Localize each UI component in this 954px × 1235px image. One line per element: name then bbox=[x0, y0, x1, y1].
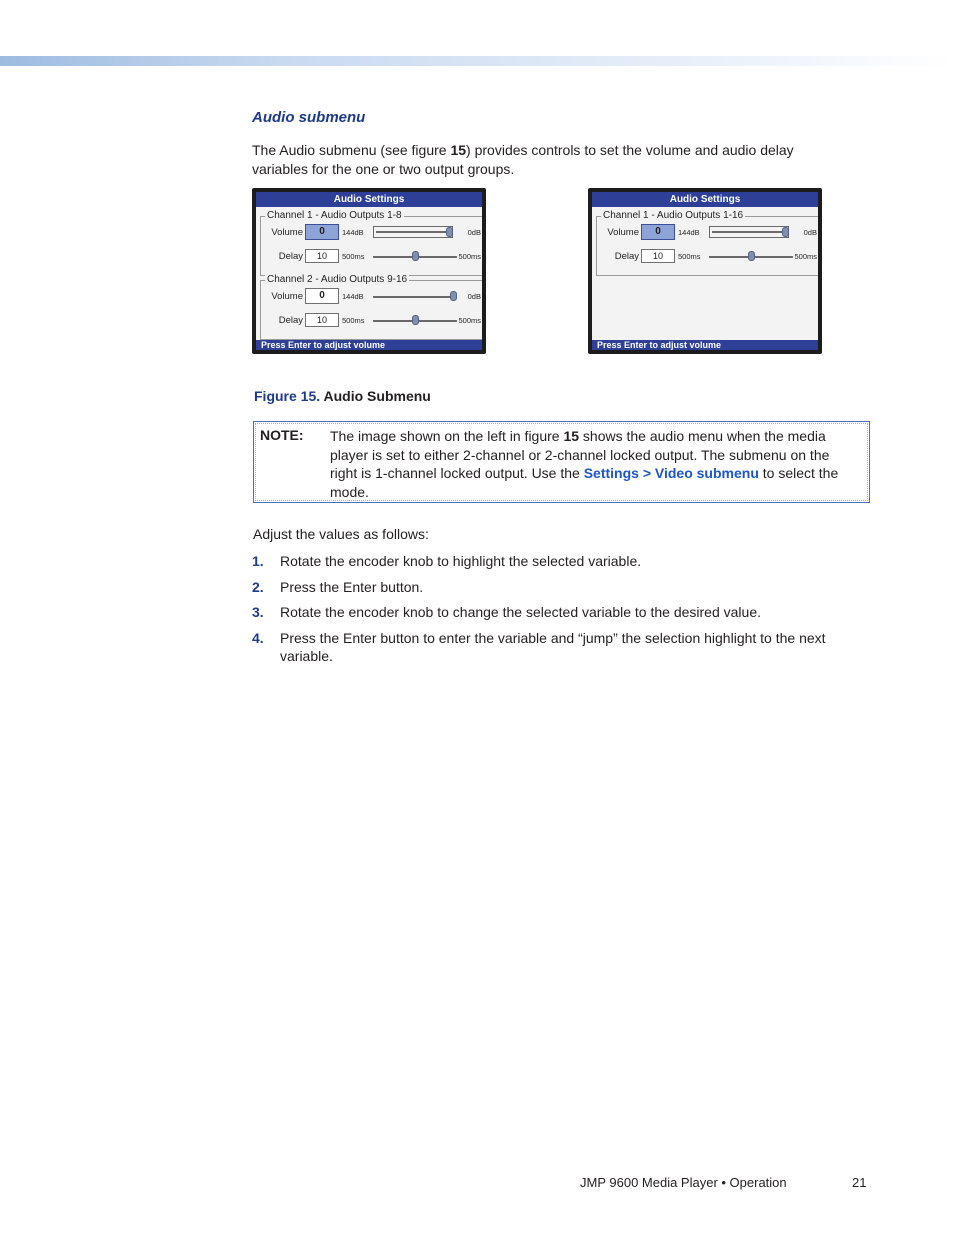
steps-list bbox=[252, 552, 862, 673]
delay-knob[interactable] bbox=[412, 251, 419, 261]
header-band bbox=[0, 56, 954, 66]
volume-value[interactable]: 0 bbox=[641, 224, 675, 240]
note-label: NOTE: bbox=[260, 427, 304, 443]
delay-knob[interactable] bbox=[412, 315, 419, 325]
delay-row: Delay 10 500ms 500ms bbox=[278, 315, 481, 326]
audio-settings-screen-2ch bbox=[252, 188, 486, 354]
channel-group-1 bbox=[260, 210, 482, 276]
volume-slider[interactable] bbox=[373, 296, 457, 298]
volume-slider[interactable] bbox=[373, 226, 453, 238]
volume-value[interactable]: 0 bbox=[305, 224, 339, 240]
delay-value[interactable]: 10 bbox=[305, 313, 339, 327]
page-number: 21 bbox=[852, 1175, 867, 1190]
volume-value[interactable]: 0 bbox=[305, 288, 339, 304]
list-item: 3. Rotate the encoder knob to change the selected variable to the desired value. bbox=[252, 604, 761, 620]
delay-value[interactable]: 10 bbox=[641, 249, 675, 263]
channel-label: Channel 1 - Audio Outputs 1-16 bbox=[603, 210, 744, 221]
volume-row: Volume 0 144dB 0dB bbox=[607, 226, 817, 238]
settings-video-link[interactable]: Settings > Video submenu bbox=[583, 465, 759, 481]
section-title: Audio submenu bbox=[252, 109, 366, 126]
screen-title: Audio Settings bbox=[592, 192, 818, 207]
list-item: 1. Rotate the encoder knob to highlight the selected variable. bbox=[252, 553, 642, 569]
channel-label: Channel 2 - Audio Outputs 9-16 bbox=[267, 274, 408, 285]
delay-value[interactable]: 10 bbox=[305, 249, 339, 263]
volume-slider[interactable] bbox=[709, 226, 789, 238]
channel-group-2 bbox=[260, 274, 482, 340]
intro-paragraph: The Audio submenu (see figure 15) provides controls to set the volume and audio delay variables for the one or two output groups. bbox=[252, 142, 794, 177]
note-box bbox=[253, 421, 870, 503]
footer-doc-title: JMP 9600 Media Player • Operation bbox=[580, 1175, 787, 1190]
volume-knob[interactable] bbox=[782, 227, 789, 237]
note-text: The image shown on the left in figure 15 shows the audio menu when the media player is set to either 2-channel or 2-channel locked output. The submenu on the right is 1-channel locked output. Use the Settings > Video submenu to select the mode. bbox=[330, 428, 839, 500]
channel-label: Channel 1 - Audio Outputs 1-8 bbox=[267, 210, 402, 221]
delay-row: Delay 10 500ms 500ms bbox=[278, 251, 481, 262]
list-item: 4. Press the Enter button to enter the variable and “jump” the selection highlight to the next variable. bbox=[252, 629, 826, 664]
volume-knob[interactable] bbox=[446, 227, 453, 237]
volume-knob[interactable] bbox=[450, 291, 457, 301]
adjust-intro: Adjust the values as follows: bbox=[253, 526, 429, 542]
screen-footer: Press Enter to adjust volume bbox=[256, 340, 482, 350]
volume-row: Volume 0 144dB 0dB bbox=[271, 226, 481, 238]
screen-footer: Press Enter to adjust volume bbox=[592, 340, 818, 350]
audio-settings-screen-1ch bbox=[588, 188, 822, 354]
list-item: 2. Press the Enter button. bbox=[252, 578, 424, 595]
figure-caption: Figure 15. Audio Submenu bbox=[254, 388, 431, 404]
delay-row: Delay 10 500ms 500ms bbox=[614, 251, 817, 262]
channel-group-1 bbox=[596, 210, 818, 276]
delay-knob[interactable] bbox=[748, 251, 755, 261]
screen-title: Audio Settings bbox=[256, 192, 482, 207]
volume-row: Volume 0 144dB 0dB bbox=[271, 290, 481, 302]
